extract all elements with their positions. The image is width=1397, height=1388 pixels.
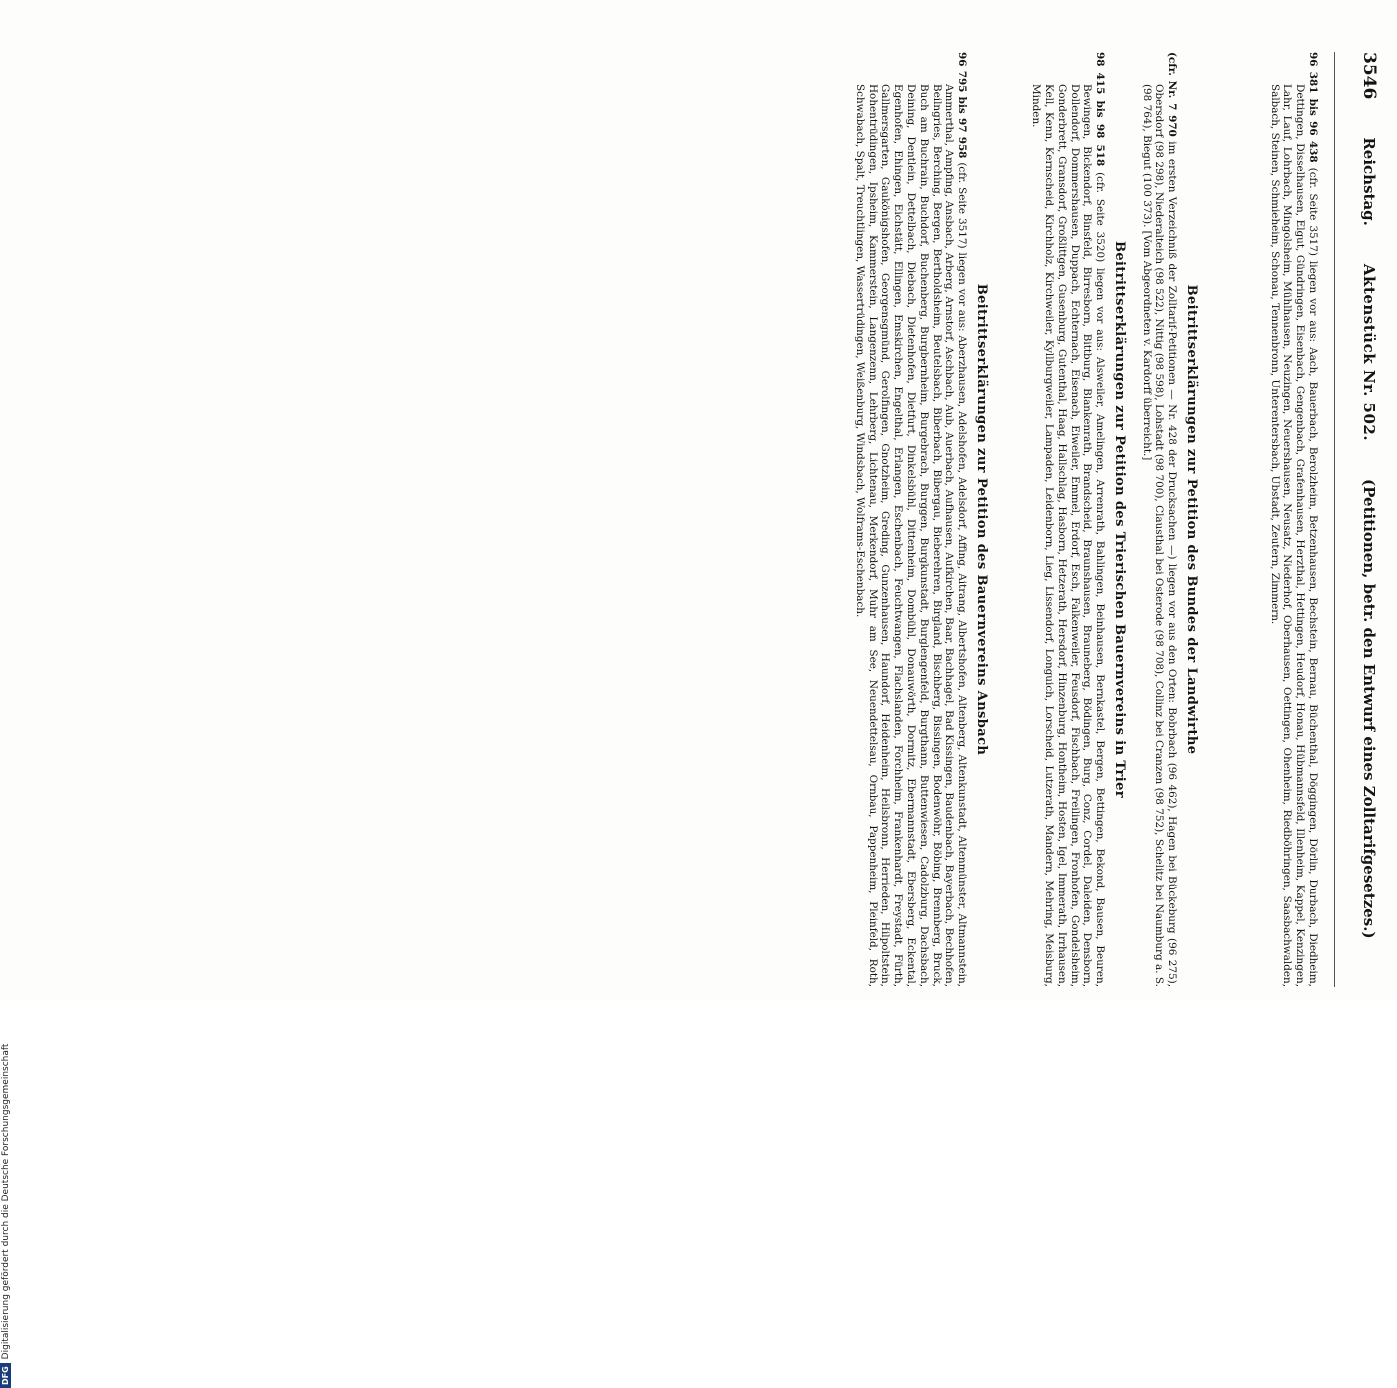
section-paragraph [1268, 52, 1319, 987]
section-heading: Beitrittserklärungen zur Petition des Trierischen Bauernvereins in Trier [1112, 240, 1127, 799]
petition-number: 96 381 bis 96 438 [1307, 52, 1319, 163]
section-text: im ersten Verzeichniß der Zolltarif-Petitionen — Nr. 428 der Drucksachen —) liegen vor aus den Orten: Bobrbach (96 462), Hagen bei Bückeburg (96 275), Obersdorf (98 298), Niederalteich (98 522), Nittig (98 598), Lohstadt (98 700), Clausthal bei Osterode (98 708), Collinz bei Cranzen (98 752), Schelitz bei Naumburg a. S. (98 764), Biegut (100 373). [Vom Abgeordneten v. Kardorff überreicht.] [1140, 84, 1179, 987]
section-text: (cfr. Seite 3517) liegen vor aus: Aberzhausen, Adelshofen, Adelsdorf, Affing, Aitrang, Albertshofen, Altenberg, Altenkunstadt, Altenmünster, Altmannstein, Ammerthal, Ampfing, Ansbach, Arberg, Arnstorf, Aschbach, Aub, Auerbach, Aufhausen, Aufkirchen, Baar, Bachhagel, Bad Kissingen, Baudenbach, Bayerbach, Bechhofen, Beilngries, Berching, Bergen, Bertholdsheim, Beutelsbach, Biberbach, Bibergau, Bieberehren, Birgland, Bischberg, Bissingen, Bodenwöhr, Böbing, Brennberg, Bruck, Buch am Buchrain, Buchdorf, Buchenberg, Burgbernheim, Burgebrach, Burggen, Burgkunstadt, Burglengenfeld, Burgthann, Buttenwiesen, Cadolzburg, Dachsbach, Deining, Dentlein, Dettelbach, Diebach, Dietenhofen, Dietfurt, Dinkelsbühl, Dittenheim, Dombühl, Donauwörth, Dormitz, Ebermannstadt, Ebersberg, Eckental, Egenhofen, Ehingen, Eichstätt, Ellingen, Emskirchen, Engelthal, Erlangen, Eschenbach, Feuchtwangen, Flachslanden, Forchheim, Frankenhardt, Freystadt, Fürth, Gallmersgarten, Gaukönigshofen, Georgensgmünd, Gerolfingen, Gnotzheim, Greding, Gunzenhausen, Haundorf, Heidenheim, Heilsbronn, Herrieden, Hilpoltstein, Hohentrüdingen, Ipsheim, Kammerstein, Langenzenn, Lehrberg, Lichtenau, Merkendorf, Muhr am See, Neuendettelsau, Ornbau, Pappenheim, Pleinfeld, Roth, Schwabach, Spalt, Treuchtlingen, Wassertrüdingen, Weißenburg, Windsbach, Wolframs-Eschenbach. [853, 84, 969, 987]
page-header [1334, 52, 1379, 987]
petition-number: (cfr. Nr. 7 970 [1166, 52, 1179, 137]
dfg-logo: DFG [0, 1363, 11, 1388]
section-paragraph [1029, 52, 1106, 987]
section-text: (cfr. Seite 3520) liegen vor aus: Alsweiler, Amelingen, Arrenrath, Bahlingen, Beinhausen, Bernkastel, Bergen, Bettingen, Bekond, Bausen, Beuren, Bewingen, Bickendorf, Binsfeld, Birresborn, Bittburg, Blankenrath, Brandscheid, Braunshausen, Brauneberg, Bödingen, Burg, Conz, Cordel, Daleiden, Densborn, Dollendorf, Dommershausen, Duppach, Echternach, Eisenach, Eiweiler, Emmel, Erdorf, Esch, Falkenweiler, Feusdorf, Fischbach, Freilingen, Fronhofen, Gondelsheim, Gonderbrett, Gransdorf, Großlittgen, Gusenburg, Gutenthal, Haag, Hallschlag, Hasborn, Hetzerath, Hersdorf, Hinzenburg, Hontheim, Hosten, Igel, Immerath, Irrhausen, Kell, Kenn, Kernscheid, Kirchholz, Kirchweiler, Kyllburgweiler, Lampaden, Leidenborn, Lieg, Lissendorf, Longuich, Lorscheid, Lutzerath, Mandern, Mehring, Meisburg, Minden. [1030, 84, 1107, 987]
section-baden [1268, 52, 1319, 987]
section-heading: Beitrittserklärungen zur Petition des Bundes der Landwirthe [1184, 284, 1199, 755]
petition-number: 98 415 bis 98 518 [1094, 52, 1107, 167]
section-landwirthe [1140, 52, 1197, 987]
section-paragraph [1140, 52, 1178, 987]
section-text: (cfr. Seite 3517) liegen vor aus: Aach, Bauerbach, Berolzheim, Betzenhausen, Bechstein, Bernau, Büchenthal, Döggingen, Dörlin, Durbach, Diedheim, Dettingen, Disselhausen, Elgut, Gündringen, Eisenbach, Gengenbach, Grafenhausen, Herzthal, Hettingen, Heudorf, Honau, Hübmannsfeld, Illenheim, Kappel, Kenzingen, Lahr, Lauf, Lohrbach, Mingolsheim, Mühlhausen, Neuzingen, Neuershausen, Neusatz, Niederhof, Oberhausen, Oettingen, Ohenheim, Riedböhringen, Saasbachwalden, Salbach, Steinen, Schmieheim, Schonau, Tennenbronn, Unterentersbach, Ubstadt, Zeutern, Zimmern. [1268, 84, 1319, 987]
section-heading: Beitrittserklärungen zur Petition des Bauernvereins Ansbach [974, 283, 989, 756]
credit-text: Digitalisierung gefördert durch die Deutsche Forschungsgemeinschaft [1, 1043, 11, 1360]
header-left: Reichstag. [1360, 137, 1378, 226]
digitization-credit [0, 0, 11, 1388]
header-title: Aktenstück Nr. 502. [1360, 263, 1378, 442]
petition-number: 96 795 bis 97 958 [956, 52, 969, 159]
header-right: (Petitionen, betr. den Entwurf eines Zolltarifgesetzes.) [1360, 479, 1378, 939]
page-number: 3546 [1359, 52, 1379, 100]
section-ansbach [853, 52, 987, 987]
section-paragraph [853, 52, 968, 987]
section-trier [1029, 52, 1125, 987]
